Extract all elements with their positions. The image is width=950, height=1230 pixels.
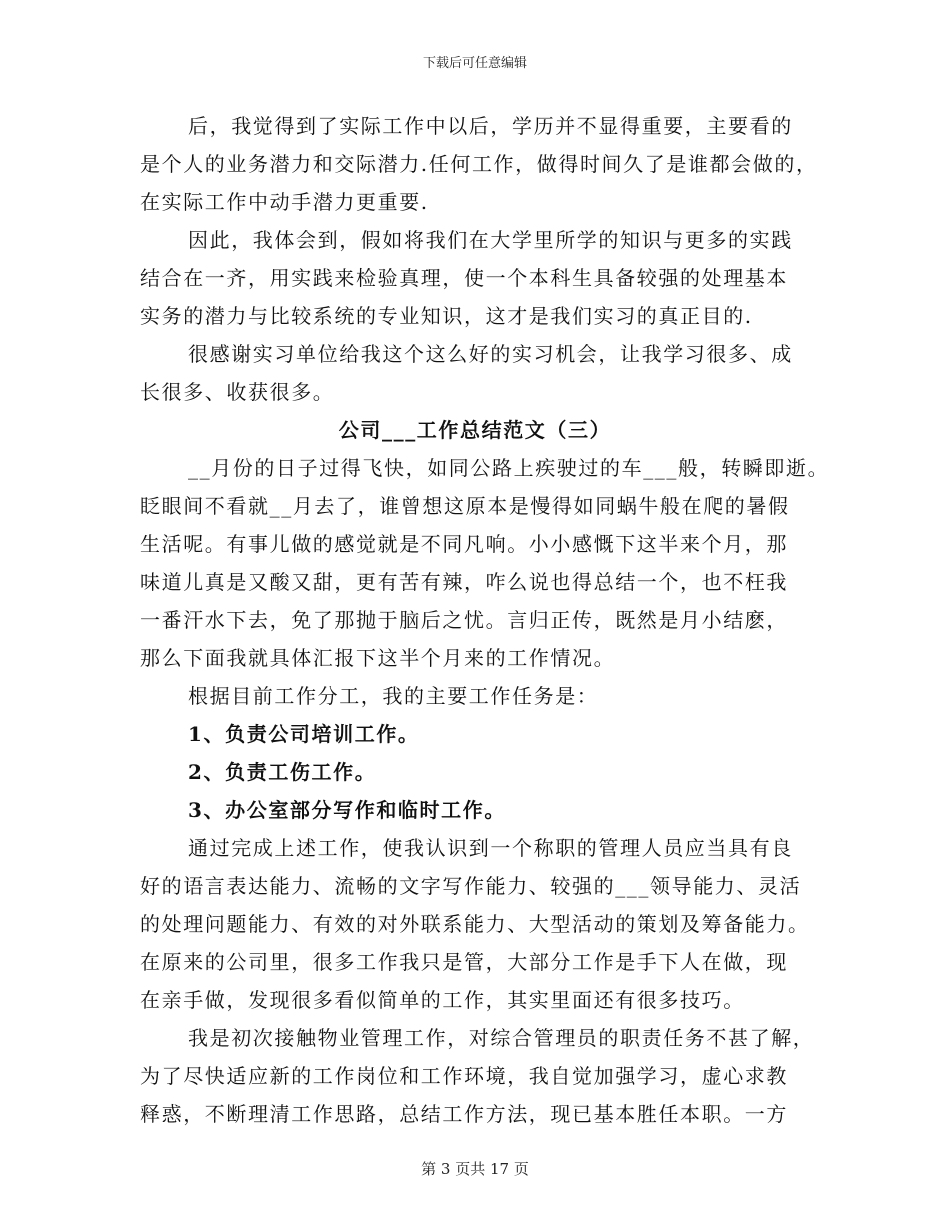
task-list-item: 2、负责工伤工作。 (188, 760, 377, 784)
paragraph-line: 的处理问题能力、有效的对外联系能力、大型活动的策划及筹备能力。 (140, 912, 810, 936)
paragraph-line: 为了尽快适应新的工作岗位和工作环境，我自觉加强学习，虚心求教 (140, 1064, 788, 1088)
paragraph-line: 释惑，不断理清工作思路，总结工作方法，现已基本胜任本职。一方 (140, 1102, 788, 1126)
paragraph-line: 好的语言表达能力、流畅的文字写作能力、较强的___领导能力、灵活 (140, 874, 802, 898)
paragraph-line: 那么下面我就具体汇报下这半个月来的工作情况。 (140, 646, 616, 670)
paragraph-line: 长很多、收获很多。 (140, 380, 335, 404)
paragraph-line: 在原来的公司里，很多工作我只是管，大部分工作是手下人在做，现 (140, 950, 788, 974)
paragraph-line: 生活呢。有事儿做的感觉就是不同凡响。小小感慨下这半来个月，那 (140, 532, 788, 556)
paragraph-line: 味道儿真是又酸又甜，更有苦有辣，咋么说也得总结一个，也不枉我 (140, 570, 788, 594)
paragraph-line: 在亲手做，发现很多看似简单的工作，其实里面还有很多技巧。 (140, 988, 745, 1012)
paragraph-line: 一番汗水下去，免了那抛于脑后之忧。言归正传，既然是月小结麽， (140, 608, 788, 632)
section-heading: 公司___工作总结范文（三） (338, 418, 612, 442)
paragraph-line: 很感谢实习单位给我这个这么好的实习机会，让我学习很多、成 (188, 342, 793, 366)
paragraph-line: 眨眼间不看就__月去了，谁曾想这原本是慢得如同蜗牛般在爬的暑假 (140, 494, 790, 518)
paragraph-line: 实务的潜力与比较系统的专业知识，这才是我们实习的真正目的. (140, 304, 753, 328)
page-header-note: 下载后可任意编辑 (422, 56, 527, 71)
paragraph-line: 通过完成上述工作，使我认识到一个称职的管理人员应当具有良 (188, 836, 793, 860)
task-list-item: 1、负责公司培训工作。 (188, 722, 420, 746)
page-number: 第 3 页共 17 页 (421, 1160, 529, 1178)
paragraph-line: 结合在一齐，用实践来检验真理，使一个本科生具备较强的处理基本 (140, 266, 788, 290)
paragraph-line: __月份的日子过得飞快，如同公路上疾驶过的车___般，转瞬即逝。 (188, 456, 830, 480)
paragraph-line: 根据目前工作分工，我的主要工作任务是： (188, 684, 599, 708)
task-list-item: 3、办公室部分写作和临时工作。 (188, 798, 506, 822)
paragraph-line: 后，我觉得到了实际工作中以后，学历并不显得重要，主要看的 (188, 114, 793, 138)
paragraph-line: 我是初次接触物业管理工作，对综合管理员的职责任务不甚了解， (188, 1026, 815, 1050)
paragraph-line: 是个人的业务潜力和交际潜力.任何工作，做得时间久了是谁都会做的， (140, 152, 818, 176)
paragraph-line: 在实际工作中动手潜力更重要. (140, 190, 429, 214)
paragraph-line: 因此，我体会到，假如将我们在大学里所学的知识与更多的实践 (188, 228, 793, 252)
